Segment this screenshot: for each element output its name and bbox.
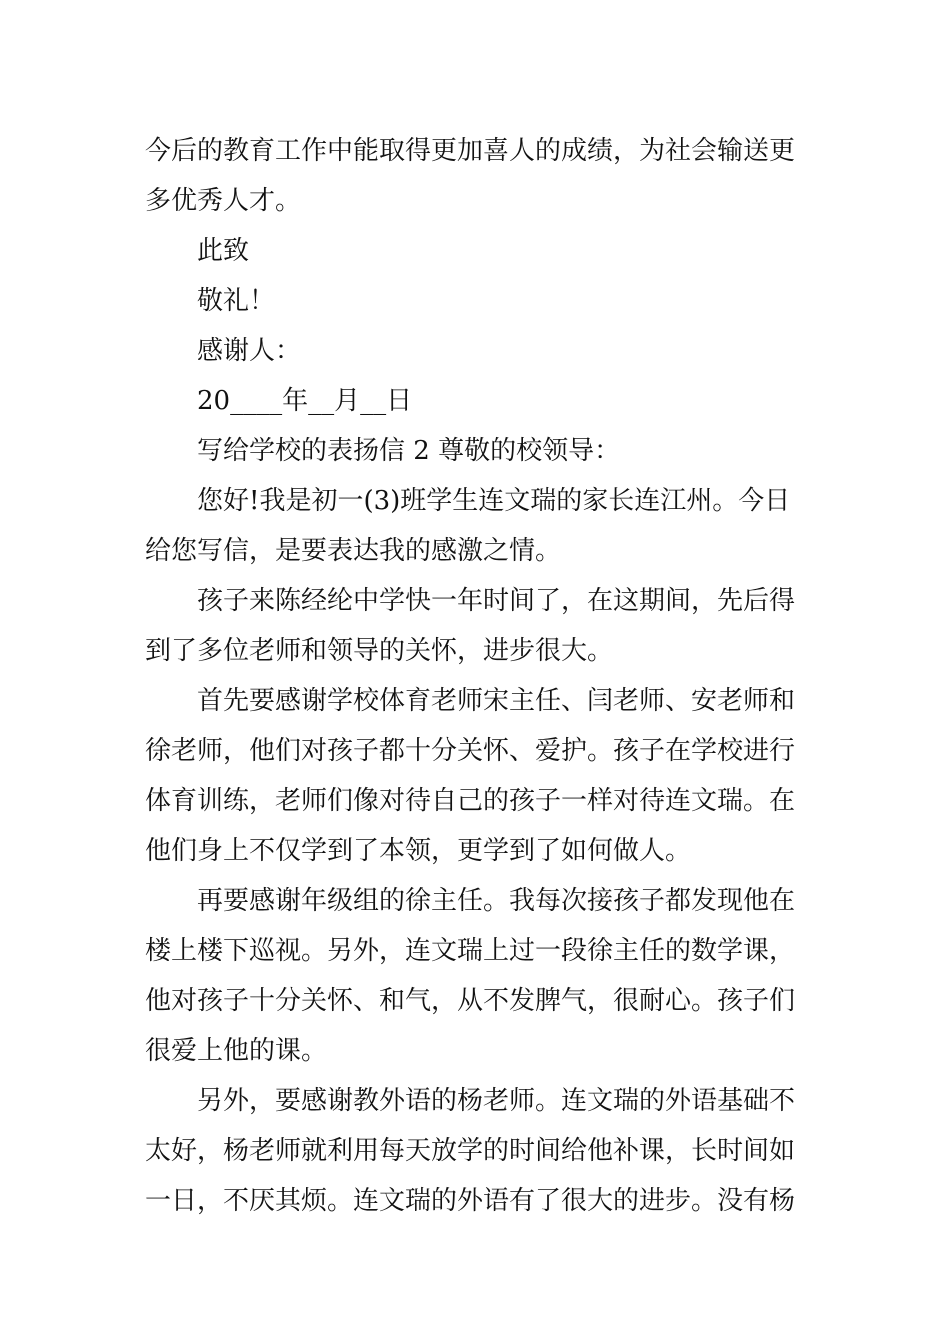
- text-line: 一日，不厌其烦。连文瑞的外语有了很大的进步。没有杨: [145, 1186, 796, 1216]
- text-line: 多优秀人才。: [145, 186, 302, 216]
- text-line: 徐老师，他们对孩子都十分关怀、爱护。孩子在学校进行: [145, 736, 796, 766]
- text-line: 楼上楼下巡视。另外，连文瑞上过一段徐主任的数学课，: [145, 936, 796, 966]
- letter-heading: 写给学校的表扬信 2 尊敬的校领导：: [197, 436, 621, 466]
- closing-salutation: 此致: [197, 236, 250, 266]
- text-line: 太好，杨老师就利用每天放学的时间给他补课，长时间如: [145, 1136, 796, 1166]
- text-line: 再要感谢年级组的徐主任。我每次接孩子都发现他在: [197, 886, 796, 916]
- text-line: 他们身上不仅学到了本领，更学到了如何做人。: [145, 836, 692, 866]
- signature-label: 感谢人：: [197, 336, 302, 366]
- text-line: 给您写信，是要表达我的感激之情。: [145, 536, 562, 566]
- text-line: 孩子来陈经纶中学快一年时间了，在这期间，先后得: [197, 586, 796, 616]
- closing-regards: 敬礼！: [197, 286, 276, 316]
- text-line: 很爱上他的课。: [145, 1036, 328, 1066]
- text-line: 他对孩子十分关怀、和气，从不发脾气，很耐心。孩子们: [145, 986, 796, 1016]
- letter-body: [145, 126, 810, 1226]
- text-line: 另外，要感谢教外语的杨老师。连文瑞的外语基础不: [197, 1086, 796, 1116]
- text-line: 到了多位老师和领导的关怀，进步很大。: [145, 636, 614, 666]
- date-line: 20____年__月__日: [197, 386, 413, 416]
- text-line: 今后的教育工作中能取得更加喜人的成绩，为社会输送更: [145, 136, 796, 166]
- text-line: 体育训练，老师们像对待自己的孩子一样对待连文瑞。在: [145, 786, 796, 816]
- text-line: 首先要感谢学校体育老师宋主任、闫老师、安老师和: [197, 686, 796, 716]
- text-line: 您好!我是初一(3)班学生连文瑞的家长连江州。今日: [197, 486, 791, 516]
